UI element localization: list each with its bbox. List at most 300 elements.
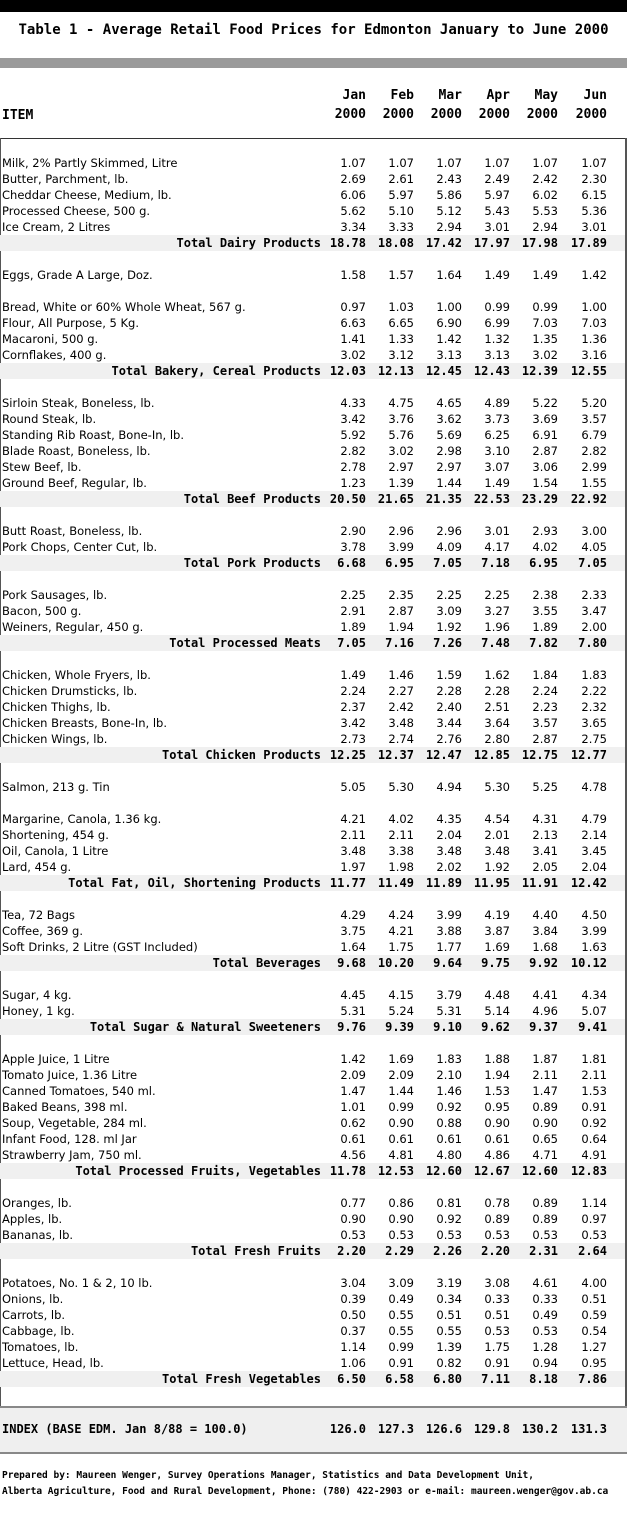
total-label: Total Fat, Oil, Shortening Products — [68, 876, 321, 890]
price-cell: 10.12 — [570, 956, 607, 970]
index-value: 131.3 — [570, 1422, 607, 1436]
price-cell: 2.94 — [532, 220, 558, 234]
item-label: Butter, Parchment, lb. — [2, 172, 129, 186]
price-cell: 4.61 — [532, 1276, 558, 1290]
price-cell: 4.19 — [484, 908, 510, 922]
price-cell: 0.89 — [484, 1212, 510, 1226]
item-label: Eggs, Grade A Large, Doz. — [2, 268, 153, 282]
price-cell: 0.34 — [436, 1292, 462, 1306]
price-cell: 3.19 — [436, 1276, 462, 1290]
price-cell: 2.28 — [436, 684, 462, 698]
price-cell: 1.27 — [581, 1340, 607, 1354]
price-cell: 1.75 — [388, 940, 414, 954]
price-cell: 12.83 — [570, 1164, 607, 1178]
price-cell: 12.37 — [377, 748, 414, 762]
price-cell: 2.74 — [388, 732, 414, 746]
price-cell: 2.80 — [484, 732, 510, 746]
price-cell: 11.95 — [473, 876, 510, 890]
total-label: Total Sugar & Natural Sweeteners — [89, 1020, 321, 1034]
price-cell: 0.49 — [532, 1308, 558, 1322]
item-label: Chicken Wings, lb. — [2, 732, 108, 746]
price-cell: 3.02 — [388, 444, 414, 458]
price-cell: 3.04 — [340, 1276, 366, 1290]
price-cell: 7.86 — [578, 1372, 607, 1386]
top-black-bar — [0, 0, 627, 12]
price-cell: 4.09 — [436, 540, 462, 554]
item-label: Chicken, Whole Fryers, lb. — [2, 668, 151, 682]
price-cell: 1.33 — [388, 332, 414, 346]
footer-credit — [2, 1468, 624, 1500]
price-cell: 3.09 — [436, 604, 462, 618]
price-cell: 17.98 — [521, 236, 558, 250]
price-cell: 1.00 — [436, 300, 462, 314]
price-cell: 3.75 — [340, 924, 366, 938]
year-label: 2000 — [430, 107, 462, 122]
price-cell: 1.07 — [436, 156, 462, 170]
price-cell: 3.42 — [340, 412, 366, 426]
price-cell: 12.42 — [570, 876, 607, 890]
table-row — [0, 779, 625, 795]
price-cell: 0.91 — [581, 1100, 607, 1114]
price-cell: 1.44 — [388, 1084, 414, 1098]
item-label: Onions, lb. — [2, 1292, 64, 1306]
table-row — [0, 1355, 625, 1371]
price-cell: 1.94 — [484, 1068, 510, 1082]
price-cell: 5.20 — [581, 396, 607, 410]
price-cell: 3.99 — [581, 924, 607, 938]
price-cell: 21.35 — [425, 492, 462, 506]
price-cell: 2.09 — [388, 1068, 414, 1082]
item-label: Ground Beef, Regular, lb. — [2, 476, 147, 490]
price-cell: 0.64 — [581, 1132, 607, 1146]
item-label: Canned Tomatoes, 540 ml. — [2, 1084, 156, 1098]
price-cell: 6.80 — [433, 1372, 462, 1386]
price-cell: 7.05 — [578, 556, 607, 570]
table-row — [0, 1275, 625, 1291]
price-cell: 12.03 — [329, 364, 366, 378]
table-row — [0, 315, 625, 331]
price-cell: 1.55 — [581, 476, 607, 490]
price-cell: 6.95 — [529, 556, 558, 570]
price-cell: 2.00 — [581, 620, 607, 634]
year-label: 2000 — [526, 107, 558, 122]
month-column-header — [318, 86, 366, 124]
price-cell: 2.13 — [532, 828, 558, 842]
item-label: Standing Rib Roast, Bone-In, lb. — [2, 428, 184, 442]
item-label: Weiners, Regular, 450 g. — [2, 620, 144, 634]
total-label: Total Dairy Products — [176, 236, 321, 250]
price-cell: 1.01 — [340, 1100, 366, 1114]
table-row — [0, 331, 625, 347]
price-cell: 6.95 — [385, 556, 414, 570]
table-row — [0, 619, 625, 635]
price-cell: 0.53 — [484, 1228, 510, 1242]
price-cell: 0.99 — [532, 300, 558, 314]
price-cell: 4.17 — [484, 540, 510, 554]
table-row — [0, 1307, 625, 1323]
price-cell: 2.61 — [388, 172, 414, 186]
total-row — [0, 555, 625, 571]
price-cell: 3.06 — [532, 460, 558, 474]
item-label: Butt Roast, Boneless, lb. — [2, 524, 143, 538]
price-cell: 5.12 — [436, 204, 462, 218]
table-row — [0, 987, 625, 1003]
price-cell: 18.08 — [377, 236, 414, 250]
price-cell: 1.62 — [484, 668, 510, 682]
price-cell: 1.89 — [340, 620, 366, 634]
month-column-header — [462, 86, 510, 124]
price-cell: 1.58 — [340, 268, 366, 282]
price-cell: 0.55 — [388, 1324, 414, 1338]
price-cell: 0.53 — [532, 1228, 558, 1242]
price-cell: 0.90 — [340, 1212, 366, 1226]
price-cell: 0.77 — [340, 1196, 366, 1210]
price-cell: 3.42 — [340, 716, 366, 730]
price-cell: 11.91 — [521, 876, 558, 890]
price-cell: 5.24 — [388, 1004, 414, 1018]
price-cell: 0.86 — [388, 1196, 414, 1210]
price-cell: 2.98 — [436, 444, 462, 458]
item-label: Chicken Breasts, Bone-In, lb. — [2, 716, 167, 730]
price-cell: 4.21 — [388, 924, 414, 938]
table-row — [0, 299, 625, 315]
table-row — [0, 907, 625, 923]
price-cell: 1.42 — [340, 1052, 366, 1066]
price-cell: 4.80 — [436, 1148, 462, 1162]
price-cell: 1.07 — [532, 156, 558, 170]
price-cell: 3.13 — [484, 348, 510, 362]
price-cell: 5.14 — [484, 1004, 510, 1018]
price-cell: 1.94 — [388, 620, 414, 634]
price-cell: 7.16 — [385, 636, 414, 650]
price-cell: 3.84 — [532, 924, 558, 938]
price-cell: 4.34 — [581, 988, 607, 1002]
price-cell: 0.54 — [581, 1324, 607, 1338]
price-cell: 1.77 — [436, 940, 462, 954]
price-cell: 2.73 — [340, 732, 366, 746]
table-row — [0, 1083, 625, 1099]
item-label: Bananas, lb. — [2, 1228, 74, 1242]
price-cell: 1.89 — [532, 620, 558, 634]
price-cell: 0.53 — [340, 1228, 366, 1242]
price-cell: 0.97 — [581, 1212, 607, 1226]
price-cell: 22.92 — [570, 492, 607, 506]
price-cell: 2.43 — [436, 172, 462, 186]
table-row — [0, 1051, 625, 1067]
price-cell: 2.25 — [436, 588, 462, 602]
price-cell: 10.20 — [377, 956, 414, 970]
total-row — [0, 1371, 625, 1387]
table-row — [0, 267, 625, 283]
price-cell: 2.11 — [388, 828, 414, 842]
index-value: 126.0 — [329, 1422, 366, 1436]
price-cell: 3.45 — [581, 844, 607, 858]
price-cell: 3.13 — [436, 348, 462, 362]
price-cell: 7.03 — [532, 316, 558, 330]
price-cell: 2.22 — [581, 684, 607, 698]
index-row — [0, 1406, 627, 1454]
year-label: 2000 — [478, 107, 510, 122]
month-label: Apr — [486, 88, 510, 103]
page-title: Table 1 - Average Retail Food Prices for Edmonton January to June 2000 — [18, 22, 609, 38]
price-cell: 0.51 — [436, 1308, 462, 1322]
price-cell: 1.07 — [340, 156, 366, 170]
total-label: Total Fresh Vegetables — [162, 1372, 321, 1386]
price-cell: 4.79 — [581, 812, 607, 826]
price-cell: 3.76 — [388, 412, 414, 426]
item-label: Pork Sausages, lb. — [2, 588, 108, 602]
item-label: Oil, Canola, 1 Litre — [2, 844, 109, 858]
price-cell: 4.56 — [340, 1148, 366, 1162]
price-cell: 2.10 — [436, 1068, 462, 1082]
table-row — [0, 715, 625, 731]
price-cell: 2.29 — [385, 1244, 414, 1258]
price-cell: 5.05 — [340, 780, 366, 794]
table-row — [0, 699, 625, 715]
total-label: Total Beverages — [212, 956, 321, 970]
price-cell: 2.96 — [388, 524, 414, 538]
price-cell: 4.81 — [388, 1148, 414, 1162]
price-cell: 2.49 — [484, 172, 510, 186]
price-cell: 2.42 — [532, 172, 558, 186]
item-label: Round Steak, lb. — [2, 412, 97, 426]
price-cell: 2.20 — [481, 1244, 510, 1258]
price-cell: 4.91 — [581, 1148, 607, 1162]
price-cell: 2.42 — [388, 700, 414, 714]
price-cell: 5.97 — [484, 188, 510, 202]
price-cell: 9.68 — [337, 956, 366, 970]
price-cell: 1.36 — [581, 332, 607, 346]
price-cell: 4.40 — [532, 908, 558, 922]
price-cell: 0.82 — [436, 1356, 462, 1370]
price-cell: 11.78 — [329, 1164, 366, 1178]
price-cell: 5.25 — [532, 780, 558, 794]
item-label: Tomatoes, lb. — [2, 1340, 79, 1354]
price-cell: 5.31 — [340, 1004, 366, 1018]
item-label: Sugar, 4 kg. — [2, 988, 72, 1002]
month-column-header — [559, 86, 607, 124]
price-cell: 1.59 — [436, 668, 462, 682]
price-cell: 2.37 — [340, 700, 366, 714]
price-cell: 1.87 — [532, 1052, 558, 1066]
total-row — [0, 747, 625, 763]
price-cell: 1.84 — [532, 668, 558, 682]
price-cell: 0.50 — [340, 1308, 366, 1322]
price-cell: 0.61 — [340, 1132, 366, 1146]
price-cell: 2.11 — [581, 1068, 607, 1082]
total-label: Total Chicken Products — [162, 748, 321, 762]
price-cell: 0.81 — [436, 1196, 462, 1210]
price-cell: 0.94 — [532, 1356, 558, 1370]
price-cell: 2.76 — [436, 732, 462, 746]
price-cell: 9.10 — [433, 1020, 462, 1034]
total-row — [0, 635, 625, 651]
price-cell: 3.55 — [532, 604, 558, 618]
price-cell: 0.78 — [484, 1196, 510, 1210]
price-cell: 1.39 — [436, 1340, 462, 1354]
price-cell: 2.82 — [340, 444, 366, 458]
price-cell: 2.87 — [388, 604, 414, 618]
price-cell: 4.65 — [436, 396, 462, 410]
price-cell: 3.57 — [532, 716, 558, 730]
price-cell: 1.98 — [388, 860, 414, 874]
total-label: Total Fresh Fruits — [190, 1244, 321, 1258]
total-row — [0, 235, 625, 251]
item-label: Lettuce, Head, lb. — [2, 1356, 104, 1370]
price-cell: 12.85 — [473, 748, 510, 762]
price-cell: 2.05 — [532, 860, 558, 874]
table-row — [0, 603, 625, 619]
month-column-header — [510, 86, 558, 124]
year-label: 2000 — [334, 107, 366, 122]
price-cell: 2.11 — [532, 1068, 558, 1082]
price-cell: 8.18 — [529, 1372, 558, 1386]
price-cell: 12.13 — [377, 364, 414, 378]
price-cell: 5.30 — [484, 780, 510, 794]
item-label: Processed Cheese, 500 g. — [2, 204, 151, 218]
price-cell: 3.64 — [484, 716, 510, 730]
price-cell: 0.92 — [436, 1100, 462, 1114]
table-row — [0, 1339, 625, 1355]
item-label: Bacon, 500 g. — [2, 604, 82, 618]
price-cell: 2.75 — [581, 732, 607, 746]
price-cell: 1.42 — [436, 332, 462, 346]
table-row — [0, 219, 625, 235]
price-cell: 6.91 — [532, 428, 558, 442]
year-label: 2000 — [575, 107, 607, 122]
price-cell: 1.81 — [581, 1052, 607, 1066]
price-cell: 2.02 — [436, 860, 462, 874]
table-row — [0, 459, 625, 475]
price-cell: 1.53 — [581, 1084, 607, 1098]
price-cell: 3.09 — [388, 1276, 414, 1290]
table-row — [0, 939, 625, 955]
price-cell: 2.82 — [581, 444, 607, 458]
price-cell: 7.82 — [529, 636, 558, 650]
price-cell: 2.04 — [436, 828, 462, 842]
price-cell: 2.31 — [529, 1244, 558, 1258]
price-cell: 5.53 — [532, 204, 558, 218]
price-cell: 7.03 — [581, 316, 607, 330]
price-cell: 3.65 — [581, 716, 607, 730]
price-cell: 4.00 — [581, 1276, 607, 1290]
price-cell: 3.48 — [436, 844, 462, 858]
price-cell: 9.37 — [529, 1020, 558, 1034]
table-row — [0, 1115, 625, 1131]
price-cell: 1.14 — [581, 1196, 607, 1210]
price-cell: 1.64 — [340, 940, 366, 954]
price-cell: 21.65 — [377, 492, 414, 506]
price-cell: 12.60 — [425, 1164, 462, 1178]
table-row — [0, 1195, 625, 1211]
price-cell: 12.77 — [570, 748, 607, 762]
price-cell: 1.35 — [532, 332, 558, 346]
table-row — [0, 811, 625, 827]
price-cell: 2.32 — [581, 700, 607, 714]
item-label: Flour, All Purpose, 5 Kg. — [2, 316, 140, 330]
price-cell: 3.01 — [484, 524, 510, 538]
price-cell: 0.91 — [388, 1356, 414, 1370]
price-cell: 2.11 — [340, 828, 366, 842]
month-label: May — [534, 88, 558, 103]
price-cell: 3.48 — [340, 844, 366, 858]
price-cell: 0.33 — [484, 1292, 510, 1306]
price-cell: 3.69 — [532, 412, 558, 426]
price-cell: 12.39 — [521, 364, 558, 378]
price-cell: 4.21 — [340, 812, 366, 826]
table-row — [0, 203, 625, 219]
table-row — [0, 523, 625, 539]
price-cell: 2.94 — [436, 220, 462, 234]
table-row — [0, 1291, 625, 1307]
table-row — [0, 731, 625, 747]
price-cell: 22.53 — [473, 492, 510, 506]
month-column-header — [414, 86, 462, 124]
table-row — [0, 411, 625, 427]
price-cell: 9.64 — [433, 956, 462, 970]
item-label: Bread, White or 60% Whole Wheat, 567 g. — [2, 300, 246, 314]
item-label: Apple Juice, 1 Litre — [2, 1052, 110, 1066]
price-cell: 1.54 — [532, 476, 558, 490]
price-cell: 1.68 — [532, 940, 558, 954]
price-cell: 0.90 — [484, 1116, 510, 1130]
price-cell: 7.05 — [433, 556, 462, 570]
price-cell: 1.83 — [436, 1052, 462, 1066]
price-cell: 0.51 — [581, 1292, 607, 1306]
price-cell: 12.43 — [473, 364, 510, 378]
price-cell: 3.38 — [388, 844, 414, 858]
price-cell: 5.69 — [436, 428, 462, 442]
price-cell: 3.99 — [388, 540, 414, 554]
price-cell: 6.99 — [484, 316, 510, 330]
price-cell: 4.50 — [581, 908, 607, 922]
item-label: Baked Beans, 398 ml. — [2, 1100, 128, 1114]
price-cell: 0.53 — [484, 1324, 510, 1338]
price-cell: 7.18 — [481, 556, 510, 570]
price-cell: 2.14 — [581, 828, 607, 842]
price-cell: 1.23 — [340, 476, 366, 490]
item-label: Apples, lb. — [2, 1212, 63, 1226]
index-value: 130.2 — [521, 1422, 558, 1436]
table-row — [0, 587, 625, 603]
footer-line-1: Prepared by: Maureen Wenger, Survey Operations Manager, Statistics and Data Development Unit, — [2, 1470, 534, 1481]
price-cell: 0.53 — [581, 1228, 607, 1242]
price-cell: 6.65 — [388, 316, 414, 330]
total-row — [0, 1243, 625, 1259]
price-cell: 0.53 — [436, 1228, 462, 1242]
price-cell: 2.64 — [578, 1244, 607, 1258]
price-cell: 12.53 — [377, 1164, 414, 1178]
price-cell: 9.62 — [481, 1020, 510, 1034]
price-cell: 3.48 — [388, 716, 414, 730]
month-label: Mar — [438, 88, 462, 103]
table-row — [0, 395, 625, 411]
price-cell: 2.25 — [484, 588, 510, 602]
price-cell: 6.15 — [581, 188, 607, 202]
price-cell: 4.31 — [532, 812, 558, 826]
price-cell: 1.53 — [484, 1084, 510, 1098]
price-cell: 4.33 — [340, 396, 366, 410]
price-cell: 2.87 — [532, 444, 558, 458]
price-cell: 1.83 — [581, 668, 607, 682]
price-cell: 7.05 — [337, 636, 366, 650]
price-cell: 2.25 — [340, 588, 366, 602]
price-cell: 12.60 — [521, 1164, 558, 1178]
price-cell: 1.49 — [484, 476, 510, 490]
price-cell: 4.05 — [581, 540, 607, 554]
price-cell: 7.80 — [578, 636, 607, 650]
price-cell: 1.96 — [484, 620, 510, 634]
